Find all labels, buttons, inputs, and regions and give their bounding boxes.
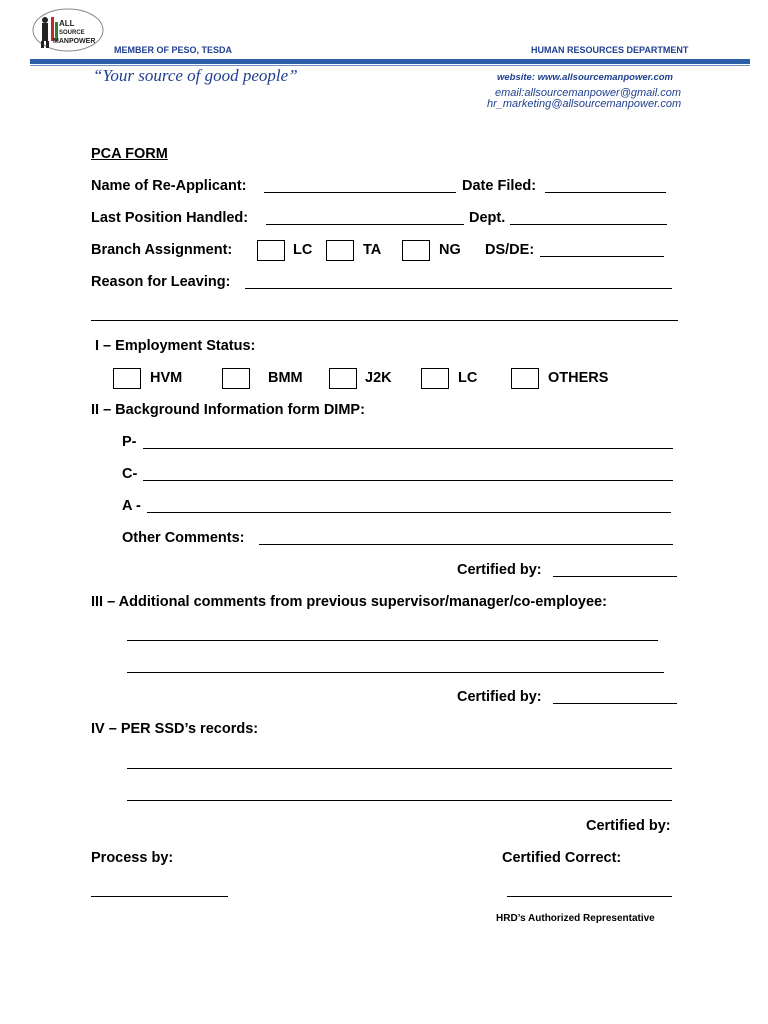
membership-text: MEMBER OF PESO, TESDA — [114, 45, 233, 55]
section-2-title: II – Background Information form DIMP: — [91, 402, 365, 418]
reason-label: Reason for Leaving: — [91, 274, 231, 290]
section-4-title: IV – PER SSD’s records: — [91, 721, 259, 737]
branch-ta-label: TA — [363, 242, 382, 258]
logo-text-source: SOURCE — [59, 30, 85, 36]
dept-field[interactable] — [510, 224, 667, 225]
section-4-field-1[interactable] — [127, 768, 672, 769]
department-text: HUMAN RESOURCES DEPARTMENT — [531, 45, 689, 55]
section-3-field-1[interactable] — [127, 640, 658, 641]
status-hvm-label: HVM — [150, 370, 183, 386]
logo-text-all: ALL — [59, 19, 75, 28]
section-1-title: I – Employment Status: — [95, 338, 256, 354]
status-others-checkbox[interactable] — [511, 368, 539, 389]
company-logo — [32, 8, 104, 52]
status-lc-label: LC — [458, 370, 478, 386]
status-j2k-label: J2K — [365, 370, 392, 386]
website-text: website: www.allsourcemanpower.com — [497, 72, 673, 83]
section-3-field-2[interactable] — [127, 672, 664, 673]
branch-lc-label: LC — [293, 242, 313, 258]
other-comments-label: Other Comments: — [122, 530, 245, 546]
c-label: C- — [122, 466, 138, 482]
a-label: A - — [122, 498, 141, 514]
status-lc-checkbox[interactable] — [421, 368, 449, 389]
certified-by-label-1: Certified by: — [457, 562, 542, 578]
email-link[interactable]: email:allsourcemanpower@gmail.com — [495, 87, 682, 99]
certified-correct-signature-line[interactable] — [507, 896, 672, 897]
email-link-2[interactable]: hr_marketing@allsourcemanpower.com — [487, 98, 682, 110]
hrd-representative-label: HRD’s Authorized Representative — [496, 913, 655, 924]
p-label: P- — [122, 434, 137, 450]
process-by-label: Process by: — [91, 850, 174, 866]
dept-label: Dept. — [469, 210, 506, 226]
certified-by-label-2: Certified by: — [457, 689, 542, 705]
name-field[interactable] — [264, 192, 456, 193]
branch-lc-checkbox[interactable] — [257, 240, 285, 261]
section-3-title: III – Additional comments from previous supervisor/manager/co-employee: — [91, 594, 607, 610]
position-label: Last Position Handled: — [91, 210, 249, 226]
c-field[interactable] — [143, 480, 673, 481]
header-rule — [30, 59, 750, 64]
status-j2k-checkbox[interactable] — [329, 368, 357, 389]
certified-by-label-3: Certified by: — [586, 818, 671, 834]
certified-correct-label: Certified Correct: — [502, 850, 622, 866]
date-filed-field[interactable] — [545, 192, 666, 193]
p-field[interactable] — [143, 448, 673, 449]
dsde-field[interactable] — [540, 256, 664, 257]
a-field[interactable] — [147, 512, 671, 513]
status-bmm-label: BMM — [268, 370, 303, 386]
status-hvm-checkbox[interactable] — [113, 368, 141, 389]
certified-by-field-2[interactable] — [553, 703, 677, 704]
branch-ng-label: NG — [439, 242, 461, 258]
reason-field-line-2[interactable] — [91, 320, 678, 321]
status-bmm-checkbox[interactable] — [222, 368, 250, 389]
branch-ta-checkbox[interactable] — [326, 240, 354, 261]
name-label: Name of Re-Applicant: — [91, 178, 247, 194]
status-others-label: OTHERS — [548, 370, 609, 386]
process-by-signature-line[interactable] — [91, 896, 228, 897]
reason-field[interactable] — [245, 288, 672, 289]
certified-by-field-1[interactable] — [553, 576, 677, 577]
tagline: “Your source of good people” — [93, 66, 298, 85]
section-4-field-2[interactable] — [127, 800, 672, 801]
dsde-label: DS/DE: — [485, 242, 535, 258]
date-filed-label: Date Filed: — [462, 178, 537, 194]
other-comments-field[interactable] — [259, 544, 673, 545]
form-title: PCA FORM — [91, 146, 168, 162]
branch-label: Branch Assignment: — [91, 242, 233, 258]
branch-ng-checkbox[interactable] — [402, 240, 430, 261]
position-field[interactable] — [266, 224, 464, 225]
logo-text-manpower: MANPOWER — [53, 38, 96, 45]
